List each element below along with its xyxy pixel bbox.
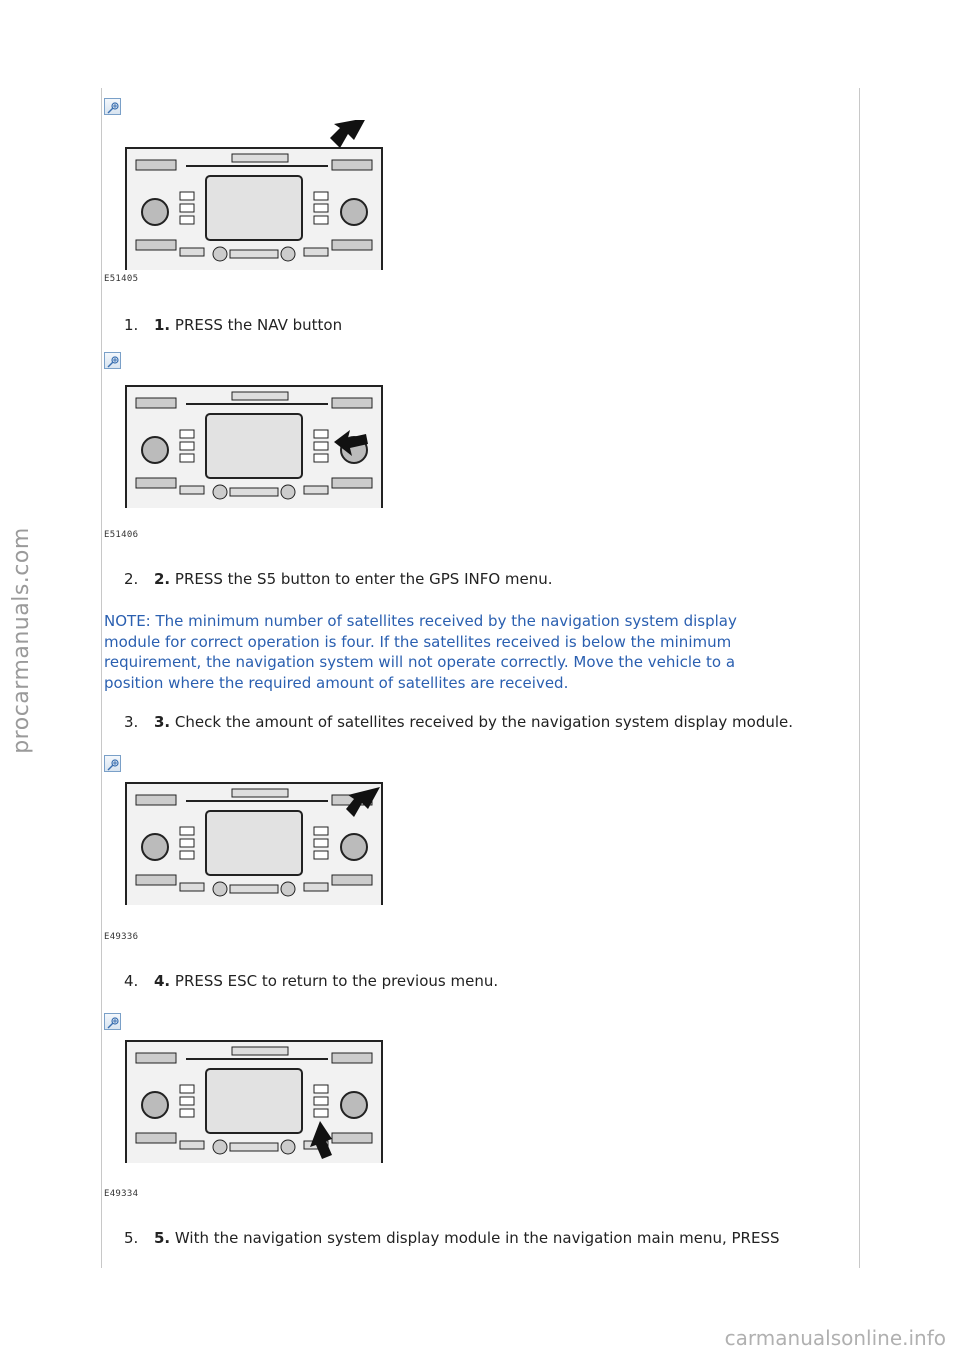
figure-label: E51405 xyxy=(104,274,139,284)
step-1 xyxy=(124,316,342,334)
radio-unit-image xyxy=(122,755,388,905)
figure-label: E51406 xyxy=(104,530,139,540)
step-text: With the navigation system display module in the navigation main menu, PRESS xyxy=(170,1229,780,1247)
figure-1 xyxy=(104,98,394,288)
step-bold: 4. xyxy=(154,972,171,990)
note-line: requirement, the navigation system will not operate correctly. Move the vehicle to a xyxy=(104,653,736,671)
step-bold: 5. xyxy=(154,1229,171,1247)
step-bold: 3. xyxy=(154,713,171,731)
left-rule xyxy=(101,88,102,1268)
step-number: 2. xyxy=(124,570,139,588)
zoom-in-icon[interactable] xyxy=(104,1013,121,1030)
step-number: 4. xyxy=(124,972,139,990)
footer-watermark: carmanualsonline.info xyxy=(724,1326,946,1350)
note-line: module for correct operation is four. If the satellites received is below the minimum xyxy=(104,632,732,651)
side-watermark xyxy=(6,490,36,790)
figure-4 xyxy=(104,1013,394,1203)
figure-label: E49336 xyxy=(104,932,139,942)
step-5 xyxy=(124,1229,780,1247)
step-4 xyxy=(124,972,498,990)
side-watermark-text: procarmanuals.com xyxy=(8,526,34,754)
note-line: NOTE: The minimum number of satellites received by the navigation system display xyxy=(104,612,737,630)
radio-unit-image xyxy=(122,358,388,508)
right-rule xyxy=(859,88,860,1268)
step-number: 3. xyxy=(124,713,139,731)
zoom-in-icon[interactable] xyxy=(104,352,121,369)
zoom-in-icon[interactable] xyxy=(104,755,121,772)
note-block xyxy=(104,611,824,693)
step-2 xyxy=(124,570,553,588)
note-line: position where the required amount of satellites are received. xyxy=(104,673,569,692)
figure-label: E49334 xyxy=(104,1189,139,1199)
step-text: Check the amount of satellites received by the navigation system display module. xyxy=(170,713,794,731)
step-text: PRESS ESC to return to the previous menu. xyxy=(170,972,499,990)
radio-unit-image xyxy=(122,1013,388,1163)
zoom-in-icon[interactable] xyxy=(104,98,121,115)
step-3 xyxy=(124,713,793,731)
figure-3 xyxy=(104,755,394,945)
step-text: PRESS the S5 button to enter the GPS INFO menu. xyxy=(170,570,553,588)
step-number: 1. xyxy=(124,316,139,334)
step-number: 5. xyxy=(124,1229,139,1247)
step-bold: 1. xyxy=(154,316,171,334)
radio-unit-image xyxy=(122,120,388,270)
step-text: PRESS the NAV button xyxy=(170,316,343,334)
step-bold: 2. xyxy=(154,570,171,588)
figure-2 xyxy=(104,352,394,542)
